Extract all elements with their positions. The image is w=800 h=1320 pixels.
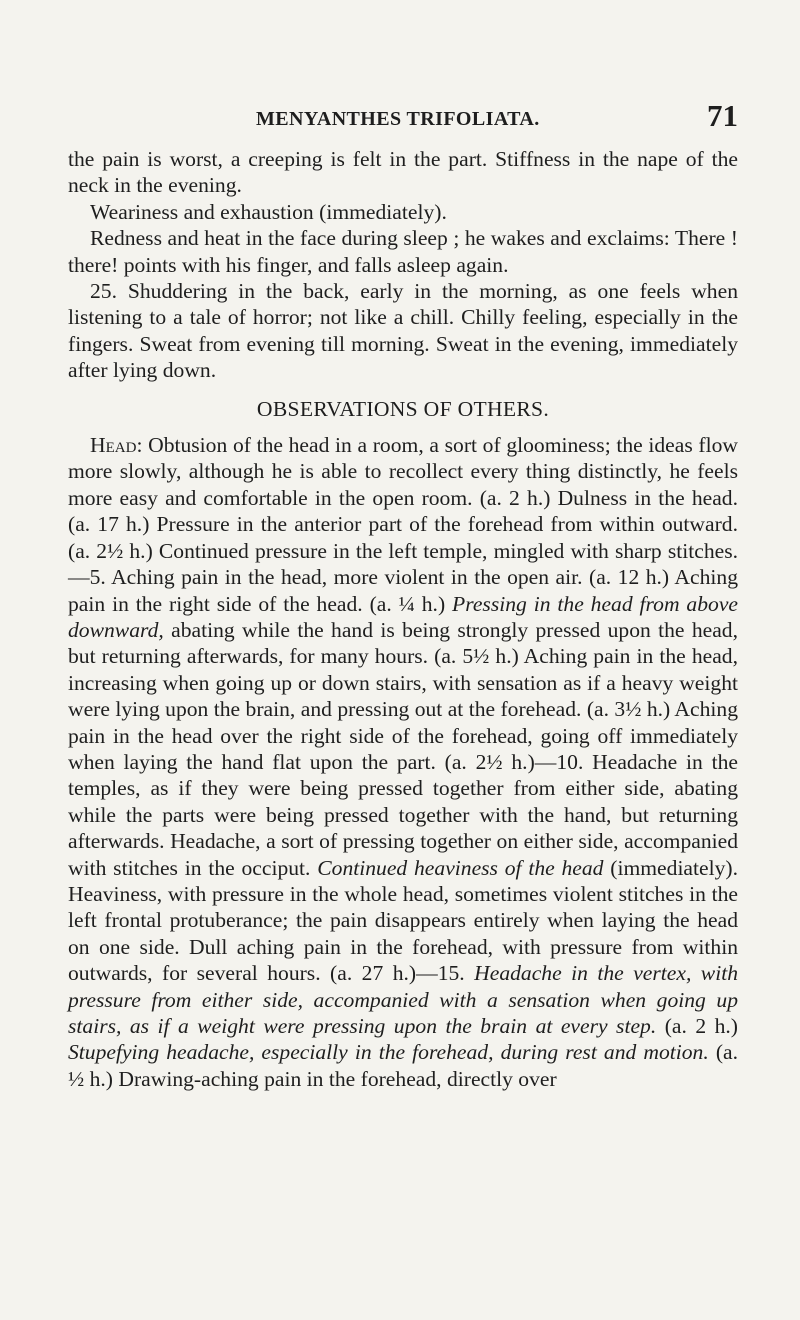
head-text-2: abating while the hand is being strongly pressed upon the head, but returning afterwards, for many hours. (a. 5½ h.) Aching pain in the head, increasing when going up or down stairs, with sensation as if a heavy weight were lying upon the brain, and pressing out at the forehead. (a. 3½ h.) Aching pain in the head over the right side of the forehead, going off immediately when laying the hand flat upon the part. (a. 2½ h.)—10. Headache in the temples, as if they were being pressed together from either side, abating while the parts were being pressed together with the hand, but returning afterwards. Headache, a sort of pressing together on either side, accompanied with stitches in the occiput. — [68, 617, 738, 880]
head-italic-2: Continued heaviness of the head — [317, 855, 604, 880]
section-heading: OBSERVATIONS OF OTHERS. — [256, 396, 550, 421]
paragraph-head — [68, 432, 738, 1092]
head-text-5: (a. ½ h.) Drawing-aching pain in the forehead, directly over — [68, 1040, 738, 1091]
head-italic-3: Headache in the vertex, with pressure from either side, accompanied with a sensation when going up stairs, as if a weight were pressing upon the brain at every step. — [68, 961, 738, 1038]
head-italic-1: Pressing in the head from above downward, — [68, 591, 738, 642]
head-text-1: : Obtusion of the head in a room, a sort of gloominess; the ideas flow more slowly, although he is able to recollect every thing distinctly, he feels more easy and comfortable in the open room. (a. 2 h.) Dulness in the head. (a. 17 h.) Pressure in the anterior part of the forehead from within outward. (a. 2½ h.) Continued pressure in the left temple, mingled with sharp stitches.—5. Aching pain in the head, more violent in the open air. (a. 12 h.) Aching pain in the right side of the head. (a. ¼ h.) — [68, 433, 738, 616]
paragraph-continuation: the pain is worst, a creeping is felt in the part. Stiffness in the nape of the neck in the evening. — [68, 147, 738, 198]
head-text-4: (a. 2 h.) — [656, 1014, 738, 1038]
body-text — [68, 146, 738, 1092]
head-text-3: (immediately). Heaviness, with pressure in the whole head, sometimes violent stitches in the left frontal protuberance; the pain disappears entirely when laying the head on one side. Dull aching pain in the forehead, with pressure from within outwards, for several hours. (a. 27 h.)—15. — [68, 855, 738, 986]
running-title: MENYANTHES TRIFOLIATA. — [256, 108, 540, 130]
paragraph-redness: Redness and heat in the face during sleep ; he wakes and exclaims: There ! there! points with his finger, and falls asleep again. — [68, 226, 738, 277]
page-header — [68, 98, 738, 144]
page-number: 71 — [707, 98, 738, 133]
paragraph-weariness: Weariness and exhaustion (immediately). — [90, 199, 447, 224]
head-italic-4: Stupefying headache, especially in the forehead, during rest and motion. — [68, 1040, 709, 1065]
head-label: Head — [90, 433, 137, 458]
paragraph-shuddering: 25. Shuddering in the back, early in the morning, as one feels when listening to a tale of horror; not like a chill. Chilly feeling, especially in the fingers. Sweat from evening till morning. Sweat in the evening, immediately after lying down. — [68, 279, 738, 383]
